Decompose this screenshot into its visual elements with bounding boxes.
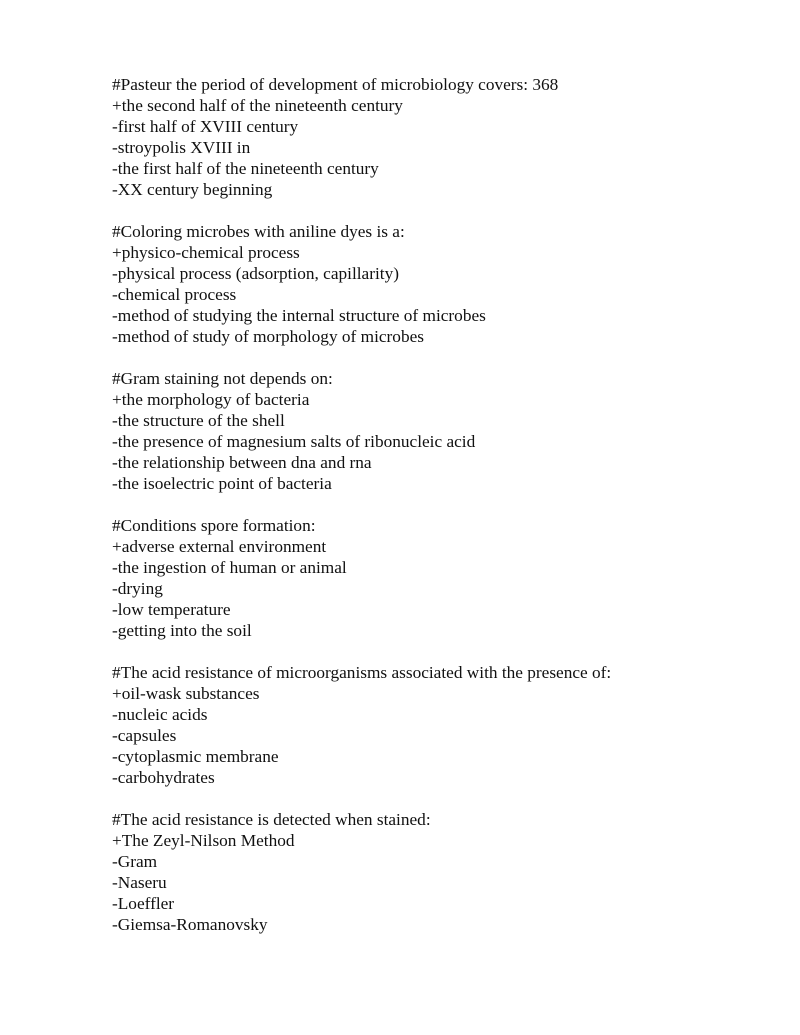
answer-option: -getting into the soil <box>112 621 252 640</box>
answer-option: -drying <box>112 579 163 598</box>
answer-option: -Loeffler <box>112 894 175 913</box>
answer-option: -low temperature <box>112 600 231 619</box>
answer-option: +oil-wask substances <box>112 684 260 703</box>
answer-option: -first half of XVIII century <box>112 117 299 136</box>
answer-option: -method of studying the internal structure of microbes <box>112 306 486 325</box>
answer-option: +the second half of the nineteenth century <box>112 96 403 115</box>
answer-option: -the relationship between dna and rna <box>112 453 372 472</box>
answer-option: -the isoelectric point of bacteria <box>112 474 332 493</box>
question-block-6 <box>112 809 752 935</box>
answer-option: +the morphology of bacteria <box>112 390 310 409</box>
question-prompt: #Gram staining not depends on: <box>112 369 333 388</box>
question-prompt: #The acid resistance of microorganisms associated with the presence of: <box>112 663 612 682</box>
answer-option: -capsules <box>112 726 177 745</box>
question-block-2 <box>112 221 752 347</box>
answer-option: -carbohydrates <box>112 768 215 787</box>
answer-option: -Giemsa-Romanovsky <box>112 915 268 934</box>
question-block-3 <box>112 368 752 494</box>
answer-option: -Gram <box>112 852 158 871</box>
question-block-4 <box>112 515 752 641</box>
answer-option: -the presence of magnesium salts of ribonucleic acid <box>112 432 476 451</box>
answer-option: -nucleic acids <box>112 705 208 724</box>
question-list <box>112 74 752 956</box>
answer-option: +The Zeyl-Nilson Method <box>112 831 295 850</box>
question-prompt: #Coloring microbes with aniline dyes is a: <box>112 222 405 241</box>
question-block-1 <box>112 74 752 200</box>
answer-option: -cytoplasmic membrane <box>112 747 279 766</box>
answer-option: -physical process (adsorption, capillarity) <box>112 264 399 283</box>
question-prompt: #Pasteur the period of development of microbiology covers: 368 <box>112 75 559 94</box>
question-prompt: #The acid resistance is detected when stained: <box>112 810 431 829</box>
answer-option: -chemical process <box>112 285 237 304</box>
answer-option: -the ingestion of human or animal <box>112 558 347 577</box>
answer-option: -method of study of morphology of microbes <box>112 327 424 346</box>
answer-option: -the first half of the nineteenth century <box>112 159 379 178</box>
question-block-5 <box>112 662 752 788</box>
answer-option: -Naseru <box>112 873 167 892</box>
answer-option: -XX century beginning <box>112 180 273 199</box>
answer-option: -the structure of the shell <box>112 411 285 430</box>
answer-option: +physico-chemical process <box>112 243 300 262</box>
answer-option: -stroypolis XVIII in <box>112 138 251 157</box>
question-prompt: #Conditions spore formation: <box>112 516 316 535</box>
answer-option: +adverse external environment <box>112 537 327 556</box>
